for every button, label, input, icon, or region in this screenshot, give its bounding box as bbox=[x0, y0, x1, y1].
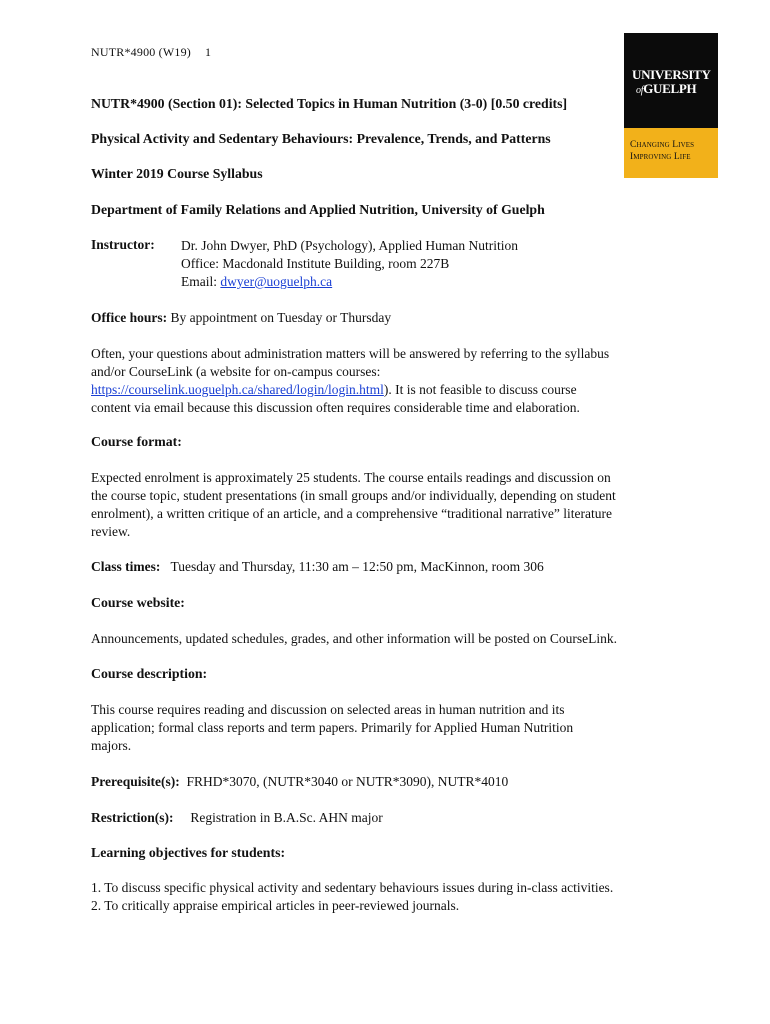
course-subtitle: Physical Activity and Sedentary Behaviours: Prevalence, Trends, and Patterns bbox=[91, 131, 551, 146]
course-format-heading: Course format: bbox=[91, 434, 182, 449]
admin-note-text: ). It is not feasible to discuss course bbox=[383, 382, 577, 397]
department-title: Department of Family Relations and Applied Nutrition, University of Guelph bbox=[91, 202, 545, 217]
prerequisites-label: Prerequisite(s): bbox=[91, 774, 180, 789]
office-hours bbox=[91, 309, 391, 327]
course-description-line: majors. bbox=[91, 738, 132, 753]
class-times-text: Tuesday and Thursday, 11:30 am – 12:50 pm, MacKinnon, room 306 bbox=[170, 559, 544, 574]
class-times bbox=[91, 558, 544, 576]
instructor-name: Dr. John Dwyer, PhD (Psychology), Applied Human Nutrition bbox=[181, 238, 518, 253]
admin-note bbox=[91, 345, 609, 417]
email-label: Email: bbox=[181, 274, 221, 289]
learning-objectives-heading: Learning objectives for students: bbox=[91, 845, 286, 860]
logo-of: of bbox=[636, 85, 644, 96]
restrictions-text: Registration in B.A.Sc. AHN major bbox=[190, 810, 383, 825]
page-header bbox=[91, 45, 211, 60]
course-website-heading: Course website: bbox=[91, 595, 185, 610]
logo-wordmark bbox=[624, 33, 718, 128]
term-title: Winter 2019 Course Syllabus bbox=[91, 166, 263, 181]
list-item: 2. To critically appraise empirical articles in peer-reviewed journals. bbox=[91, 898, 460, 913]
admin-note-line: content via email because this discussion often requires considerable time and elaboration. bbox=[91, 400, 580, 415]
instructor-email-line bbox=[181, 273, 518, 291]
admin-note-line bbox=[91, 381, 609, 399]
admin-note-line: and/or CourseLink (a website for on-campus courses: bbox=[91, 364, 381, 379]
prerequisites bbox=[91, 773, 508, 791]
instructor-section bbox=[91, 237, 518, 291]
admin-note-line: Often, your questions about administration matters will be answered by referring to the syllabus bbox=[91, 346, 610, 361]
course-description-heading: Course description: bbox=[91, 666, 208, 681]
course-format-line: enrolment), a written critique of an article, and a comprehensive “traditional narrative” literature bbox=[91, 506, 613, 521]
logo-line-guelph bbox=[636, 81, 696, 97]
logo-guelph: GUELPH bbox=[643, 81, 697, 96]
university-logo bbox=[624, 33, 718, 178]
courselink-url-link[interactable]: https://courselink.uoguelph.ca/shared/login/login.html bbox=[91, 382, 384, 397]
course-description-body bbox=[91, 701, 573, 755]
logo-tagline-1: Changing Lives bbox=[630, 140, 695, 150]
logo-line-university: UNIVERSITY bbox=[632, 67, 711, 82]
restrictions-label: Restriction(s): bbox=[91, 810, 174, 825]
course-website-text: Announcements, updated schedules, grades, and other information will be posted on CourseLink. bbox=[91, 631, 618, 646]
course-format-body bbox=[91, 469, 616, 541]
course-format-line: Expected enrolment is approximately 25 students. The course entails readings and discussion on bbox=[91, 470, 611, 485]
office-hours-text: By appointment on Tuesday or Thursday bbox=[170, 310, 392, 325]
course-title: NUTR*4900 (Section 01): Selected Topics in Human Nutrition (3-0) [0.50 credits] bbox=[91, 96, 568, 111]
learning-objectives-list bbox=[91, 879, 613, 915]
class-times-label: Class times: bbox=[91, 559, 161, 574]
prerequisites-text: FRHD*3070, (NUTR*3040 or NUTR*3090), NUTR*4010 bbox=[186, 774, 509, 789]
header-course-code: NUTR*4900 (W19) bbox=[91, 45, 191, 59]
header-page-number: 1 bbox=[204, 45, 212, 59]
instructor-label: Instructor: bbox=[91, 237, 155, 252]
instructor-office: Office: Macdonald Institute Building, room 227B bbox=[181, 256, 450, 271]
instructor-email-link[interactable]: dwyer@uoguelph.ca bbox=[220, 274, 333, 289]
list-item: 1. To discuss specific physical activity and sedentary behaviours issues during in-class activities. bbox=[91, 880, 614, 895]
course-format-line: the course topic, student presentations (in small groups and/or individually, depending on student bbox=[91, 488, 616, 503]
restrictions bbox=[91, 809, 383, 827]
office-hours-label: Office hours: bbox=[91, 310, 168, 325]
course-description-line: This course requires reading and discussion on selected areas in human nutrition and its bbox=[91, 702, 565, 717]
logo-tagline bbox=[624, 128, 718, 178]
course-description-line: application; formal class reports and term papers. Primarily for Applied Human Nutrition bbox=[91, 720, 574, 735]
course-format-line: review. bbox=[91, 524, 131, 539]
logo-tagline-2: Improving Life bbox=[630, 152, 691, 162]
